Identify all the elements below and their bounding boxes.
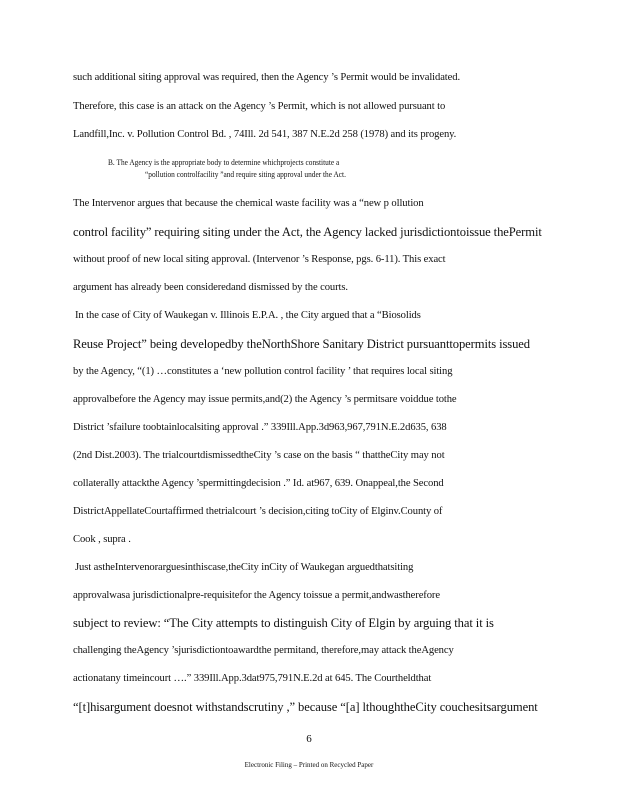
body-line-3: without proof of new local siting approval. (Intervenor ’s Response, pgs. 6-11). This exact <box>73 254 446 265</box>
body-line-4: argument has already been consideredand dismissed by the courts. <box>73 282 348 293</box>
body-line-13: Cook , supra . <box>73 534 131 545</box>
footer-text: Electronic Filing – Printed on Recycled Paper <box>244 761 374 769</box>
text-line-1: such additional siting approval was required, then the Agency ’s Permit would be invalidated. <box>73 72 460 83</box>
body-line-12: DistrictAppellateCourtaffirmed thetrialcourt ’s decision,citing toCity of Elginv.County of <box>73 506 443 517</box>
body-line-5: In the case of City of Waukegan v. Illinois E.P.A. , the City argued that a “Biosolids <box>75 310 421 321</box>
body-line-8: approvalbefore the Agency may issue permits,and(2) the Agency ’s permitsare voiddue tothe <box>73 394 457 405</box>
section-heading-line-1: B. The Agency is the appropriate body to determine whichprojects constitute a <box>108 158 340 167</box>
body-line-11: collaterally attackthe Agency ’spermittingdecision .” Id. at967, 639. Onappeal,the Second <box>73 478 444 489</box>
text-line-2: Therefore, this case is an attack on the Agency ’s Permit, which is not allowed pursuant to <box>73 101 446 112</box>
body-line-9: District ’sfailure toobtainlocalsiting approval .” 339Ill.App.3d963,967,791N.E.2d635, 638 <box>73 422 447 433</box>
body-line-14: Just astheIntervenorarguesinthiscase,theCity inCity of Waukegan arguedthatsiting <box>75 562 414 573</box>
body-line-17: challenging theAgency ’sjurisdictiontoawardthe permitand, therefore,may attack theAgency <box>73 645 454 656</box>
body-line-16: subject to review: “The City attempts to distinguish City of Elgin by arguing that it is <box>73 616 494 630</box>
body-line-18: actionatany timeincourt ….” 339Ill.App.3dat975,791N.E.2d at 645. The Courtheldthat <box>73 673 432 684</box>
body-line-6: Reuse Project” being developedby theNorthShore Sanitary District pursuanttopermits issued <box>73 337 530 351</box>
body-line-15: approvalwasa jurisdictionalpre-requisitefor the Agency toissue a permit,andwastherefore <box>73 590 440 601</box>
body-line-1: The Intervenor argues that because the chemical waste facility was a “new p ollution <box>73 198 424 209</box>
body-line-7: by the Agency, “(1) …constitutes a ‘new pollution control facility ’ that requires local siting <box>73 366 453 377</box>
body-line-10: (2nd Dist.2003). The trialcourtdismissedtheCity ’s case on the basis “ thattheCity may not <box>73 450 445 461</box>
body-line-19: “[t]hisargument doesnot withstandscrutiny ,” because “[a] lthoughtheCity couchesitsargument <box>73 700 538 714</box>
text-line-3: Landfill,Inc. v. Pollution Control Bd. , 74Ill. 2d 541, 387 N.E.2d 258 (1978) and its progeny. <box>73 129 457 140</box>
section-heading-line-2: “pollution controlfacility ”and require siting approval under the Act. <box>145 170 346 179</box>
page-number: 6 <box>306 733 312 745</box>
body-line-2: control facility” requiring siting under the Act, the Agency lacked jurisdictiontoissue thePermit <box>73 225 542 239</box>
